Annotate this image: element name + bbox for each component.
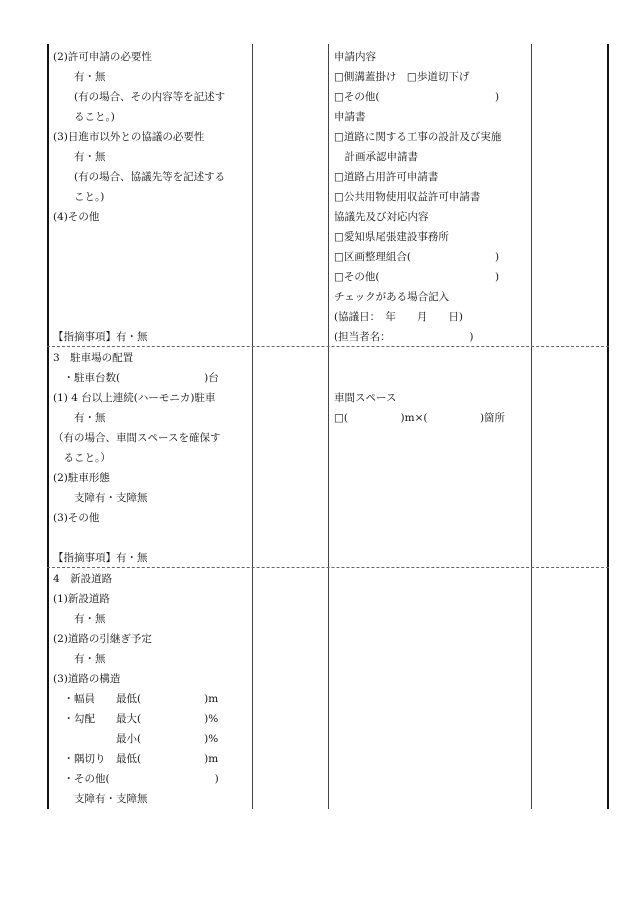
parking-detail-line: □( )m×( )箇所 [334,412,506,424]
permit-line: (有の場合、協議先等を記述する [53,171,226,183]
permit-detail-line: □愛知県尾張建設事務所 [334,231,449,243]
permit-detail-line: 申請書 [334,111,366,123]
parking-finding: 【指摘事項】有・無 [53,552,148,564]
divider-3 [531,44,532,809]
border-right [607,44,609,809]
parking-line: (1) 4 台以上連続(ハーモニカ)駐車 [53,392,216,404]
permit-detail-line: (協議日： 年 月 日) [334,311,463,323]
divider-2 [328,44,329,809]
parking-line: 3 駐車場の配置 [53,352,134,364]
permit-line: ること。) [53,111,115,123]
road-line: 有・無 [53,653,106,665]
road-line: (2)道路の引継ぎ予定 [53,633,152,645]
road-line: 有・無 [53,613,106,625]
permit-detail-line: 申請内容 [334,51,376,63]
permit-line: 有・無 [53,151,106,163]
road-line: 4 新設道路 [53,573,113,585]
permit-detail-line: □区画整理組合( ) [334,251,500,263]
road-line: ・隅切り 最低( )m [53,753,219,765]
road-line: ・幅員 最低( )m [53,693,219,705]
permit-detail-line: □道路に関する工事の設計及び実施 [334,131,502,143]
permit-detail-line: □その他( ) [334,271,500,283]
divider-1 [252,44,253,809]
road-line: (3)道路の構造 [53,673,121,685]
permit-line: (2)許可申請の必要性 [53,51,152,63]
permit-line: (有の場合、その内容等を記述す [53,91,226,103]
permit-detail-line: 協議先及び対応内容 [334,211,429,223]
parking-line: ること。） [53,452,111,464]
permit-finding: 【指摘事項】有・無 [53,331,148,343]
road-line: ・その他( ) [53,773,219,785]
road-line: ・勾配 最大( )% [53,713,219,725]
parking-line: （有の場合、車間スペースを確保す [53,432,221,444]
parking-line: 有・無 [53,412,106,424]
parking-detail-line: 車間スペース [334,392,397,404]
permit-detail-line: チェックがある場合記入 [334,291,450,303]
permit-detail-line: □側溝蓋掛け □歩道切下げ [334,71,470,83]
parking-line: (3)その他 [53,512,100,524]
road-line: (1)新設道路 [53,593,110,605]
permit-detail-line: □道路占用許可申請書 [334,171,439,183]
review-form [47,44,609,809]
permit-line: (4)その他 [53,211,100,223]
parking-line: ・駐車台数( )台 [53,372,219,384]
permit-line: (3)日進市以外との協議の必要性 [53,131,205,143]
parking-line: 支障有・支障無 [53,492,148,504]
road-line: 支障有・支障無 [53,793,148,805]
permit-detail-line: □公共用物使用収益許可申請書 [334,191,481,203]
road-line: 最小( )% [53,733,219,745]
permit-line: こと。) [53,191,105,203]
border-left [47,44,49,809]
permit-detail-line: (担当者名： ) [334,331,474,343]
permit-detail-line: 計画承認申請書 [334,151,418,163]
permit-detail-line: □その他( ) [334,91,500,103]
parking-line: (2)駐車形態 [53,472,110,484]
permit-line: 有・無 [53,71,106,83]
